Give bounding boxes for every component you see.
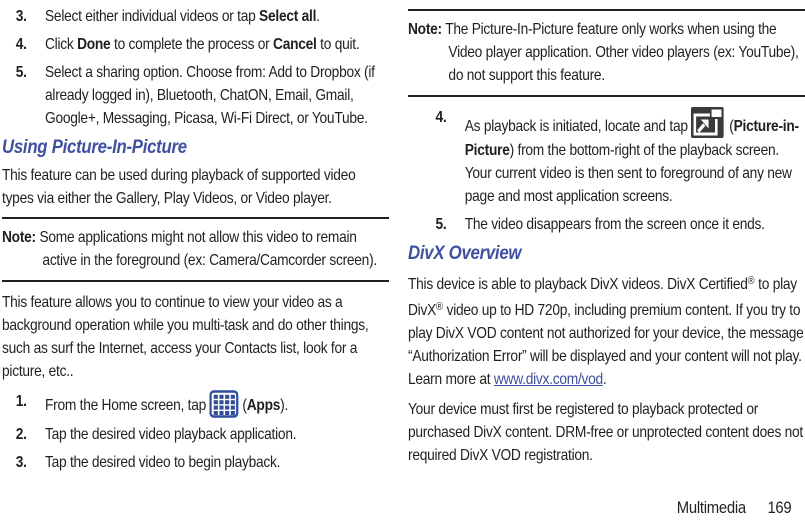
step-number: 3. [15, 8, 27, 25]
right-column [408, 0, 805, 474]
note-block-video-player-only [408, 9, 805, 97]
text-segment: . [316, 8, 320, 25]
text-segment: The video disappears from the screen once it ends. [464, 216, 765, 233]
step-text [45, 61, 389, 130]
text-segment: to complete the process or [110, 36, 274, 53]
picture-in-picture-icon [691, 106, 725, 139]
text-segment: Your device must first be registered to playback protected or purchased DivX content. DRM-free or unprotected content does not required DivX VOD registration. [408, 401, 803, 464]
step-number: 2. [15, 426, 27, 443]
text-segment: Picture-in-Picture [464, 118, 799, 159]
step-text [45, 423, 389, 446]
section-heading-divx-overview: DivX Overview [408, 242, 522, 264]
note-block-foreground [2, 217, 389, 282]
text-segment: Note: [2, 229, 36, 246]
step-number: 4. [15, 36, 27, 53]
text-segment: Select all [259, 8, 317, 25]
step-item-5 [2, 61, 389, 130]
text-segment: Note: [408, 21, 442, 38]
divx-vod-link[interactable]: www.divx.com/vod [493, 371, 603, 388]
step-text [45, 33, 389, 56]
paragraph-divx-registration [408, 398, 805, 467]
text-segment: to quit. [316, 36, 360, 53]
text-segment: ® [436, 301, 444, 313]
step-number: 5. [435, 216, 447, 233]
steps-list-sharing [2, 5, 389, 130]
step-item-2 [2, 423, 389, 446]
step-item-4b [422, 106, 805, 208]
text-segment: ) from the bottom-right of the playback screen. Your current video is then sent to foreground of any new page and most application screens. [464, 142, 792, 205]
text-segment: Tap the desired video to begin playback. [45, 454, 281, 471]
step-text [45, 390, 389, 418]
apps-icon [210, 390, 239, 418]
text-segment: This device is able to playback DivX videos. DivX Certified [408, 276, 748, 293]
footer-page-number: 169 [767, 499, 791, 517]
text-segment: ( [729, 118, 734, 135]
step-text [45, 5, 389, 28]
text-segment: Apps [246, 397, 281, 414]
paragraph-pip-intro [2, 164, 389, 210]
step-item-3b [2, 451, 389, 474]
note-text [408, 18, 805, 87]
paragraph-pip-description [2, 291, 389, 383]
step-item-5b [422, 213, 805, 236]
steps-list-pip [2, 390, 389, 474]
step-number: 3. [15, 454, 27, 471]
text-segment: The Picture-In-Picture feature only works when using the Video player application. Other video players (ex: YouTube), do not support this feature. [441, 21, 799, 84]
step-text [465, 213, 805, 236]
text-segment: to play DivX [408, 276, 797, 319]
text-segment: From the Home screen, tap [45, 397, 210, 414]
step-item-3 [2, 5, 389, 28]
paragraph-divx-certified [408, 270, 805, 391]
step-text [465, 106, 805, 208]
step-item-4 [2, 33, 389, 56]
text-segment: Select a sharing option. Choose from: Add to Dropbox (if already logged in), Bluetooth, ChatON, Email, Gmail, Google+, Messaging, Picasa, Wi-Fi Direct, or YouTube. [45, 64, 375, 127]
step-number: 1. [15, 393, 27, 410]
step-number: 4. [435, 109, 447, 126]
text-segment: As playback is initiated, locate and tap [464, 118, 692, 135]
step-text [45, 451, 389, 474]
text-segment: Click [45, 36, 78, 53]
text-segment: ( [242, 397, 247, 414]
text-segment: video up to HD 720p, including premium content. If you try to play DivX VOD content not authorized for your device, the message “Authorization Error” will be displayed and your content will not play. Learn more at [408, 302, 804, 388]
footer-section-title: Multimedia [676, 499, 746, 517]
text-segment: This feature allows you to continue to view your video as a background operation while you multi-task and do other things, such as surf the Internet, access your Contacts list, look for a picture, etc.. [2, 294, 369, 380]
text-segment: Cancel [273, 36, 317, 53]
text-segment: ® [747, 275, 755, 287]
text-segment: Tap the desired video playback application. [45, 426, 297, 443]
left-column [2, 0, 389, 479]
text-segment: Done [77, 36, 111, 53]
page-footer [676, 497, 791, 520]
note-text [2, 226, 389, 272]
step-number: 5. [15, 64, 27, 81]
text-segment: . [602, 371, 607, 388]
section-heading-using-picture-in-picture: Using Picture-In-Picture [2, 136, 187, 158]
text-segment: Select either individual videos or tap [45, 8, 260, 25]
step-item-1 [2, 390, 389, 418]
steps-list-pip-continued [408, 106, 805, 236]
text-segment: ). [280, 397, 289, 414]
text-segment: Some applications might not allow this video to remain active in the foreground (ex: Camera/Camcorder screen). [35, 229, 377, 269]
text-segment: This feature can be used during playback of supported video types via either the Gallery, Play Videos, or Video player. [2, 167, 356, 207]
